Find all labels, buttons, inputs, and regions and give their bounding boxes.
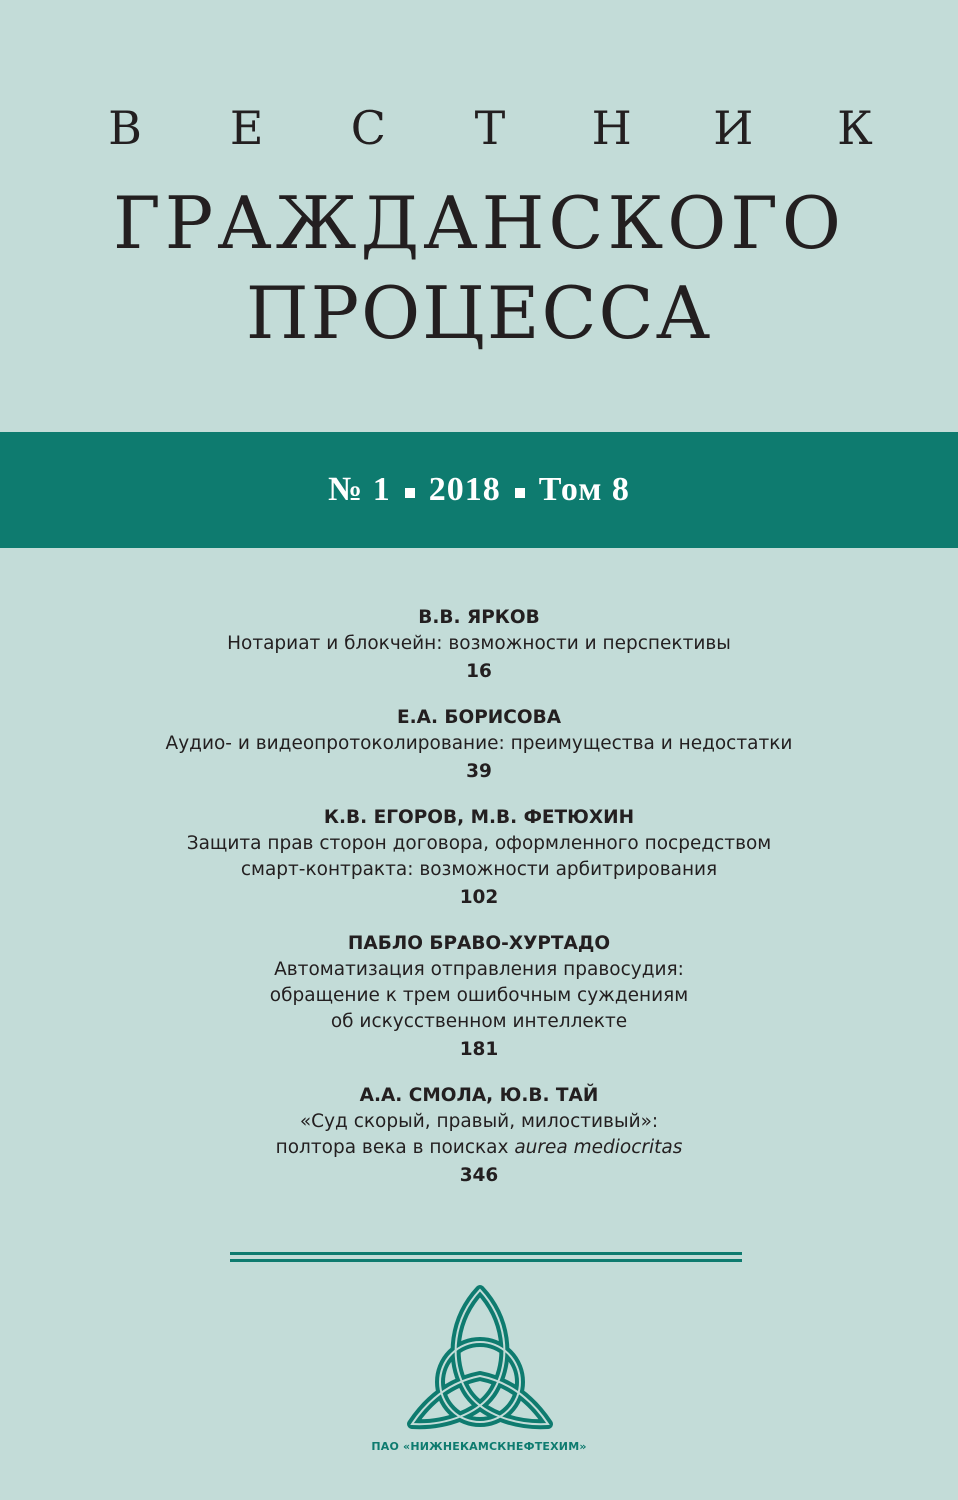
divider-line — [230, 1259, 742, 1262]
issue-info — [328, 471, 630, 509]
article-title: Аудио- и видеопротоколирование: преимущества и недостатки — [165, 733, 793, 754]
article-title: «Суд скорый, правый, милостивый»: — [299, 1111, 659, 1132]
issue-band — [0, 432, 958, 548]
title-letter: Т — [474, 101, 506, 155]
title-letter: Е — [229, 101, 264, 155]
title-letter: С — [350, 101, 386, 155]
journal-title-line3: ПРОЦЕССА — [245, 271, 713, 355]
article-author: Е.А. БОРИСОВА — [396, 707, 562, 728]
square-bullet-icon — [515, 488, 525, 498]
article-author: К.В. ЕГОРОВ, М.В. ФЕТЮХИН — [323, 807, 635, 828]
article-entry — [0, 804, 958, 913]
article-title: обращение к трем ошибочным суждениям — [269, 985, 689, 1006]
journal-title-line2: ГРАЖДАНСКОГО — [113, 181, 845, 265]
article-page: 16 — [466, 661, 492, 682]
issue-volume: Том 8 — [538, 471, 630, 508]
triquetra-logo-icon — [398, 1278, 562, 1442]
title-letter: В — [108, 101, 142, 155]
title-letter: Н — [591, 101, 632, 155]
journal-masthead — [0, 0, 958, 430]
article-title: Автоматизация отправления правосудия: — [274, 959, 684, 980]
article-page: 39 — [466, 761, 492, 782]
article-entry — [0, 930, 958, 1065]
divider-line — [230, 1252, 742, 1255]
issue-number: № 1 — [328, 471, 391, 508]
title-letter: К — [837, 101, 873, 155]
article-title: Нотариат и блокчейн: возможности и перспективы — [227, 633, 731, 654]
article-author: В.В. ЯРКОВ — [418, 607, 540, 628]
article-title: Защита прав сторон договора, оформленного посредством — [186, 833, 772, 854]
article-entry — [0, 704, 958, 787]
issue-year: 2018 — [428, 471, 501, 508]
square-bullet-icon — [405, 488, 415, 498]
article-title — [0, 1135, 958, 1161]
article-page: 346 — [459, 1165, 499, 1186]
article-title-text: полтора века в поисках — [275, 1137, 515, 1158]
journal-title-line1 — [95, 98, 885, 158]
article-title-italic: aurea mediocritas — [514, 1137, 683, 1158]
publisher-name: ПАО «НИЖНЕКАМСКНЕФТЕХИМ» — [371, 1440, 587, 1453]
title-letter: И — [713, 101, 754, 155]
article-author: А.А. СМОЛА, Ю.В. ТАЙ — [359, 1085, 599, 1106]
article-entry — [0, 1082, 958, 1191]
article-title: смарт-контракта: возможности арбитрирования — [240, 859, 718, 880]
article-entry — [0, 604, 958, 687]
article-page: 102 — [459, 887, 499, 908]
article-author: ПАБЛО БРАВО-ХУРТАДО — [347, 933, 611, 954]
article-page: 181 — [459, 1039, 499, 1060]
table-of-contents — [0, 604, 958, 1208]
article-title: об искусственном интеллекте — [330, 1011, 628, 1032]
